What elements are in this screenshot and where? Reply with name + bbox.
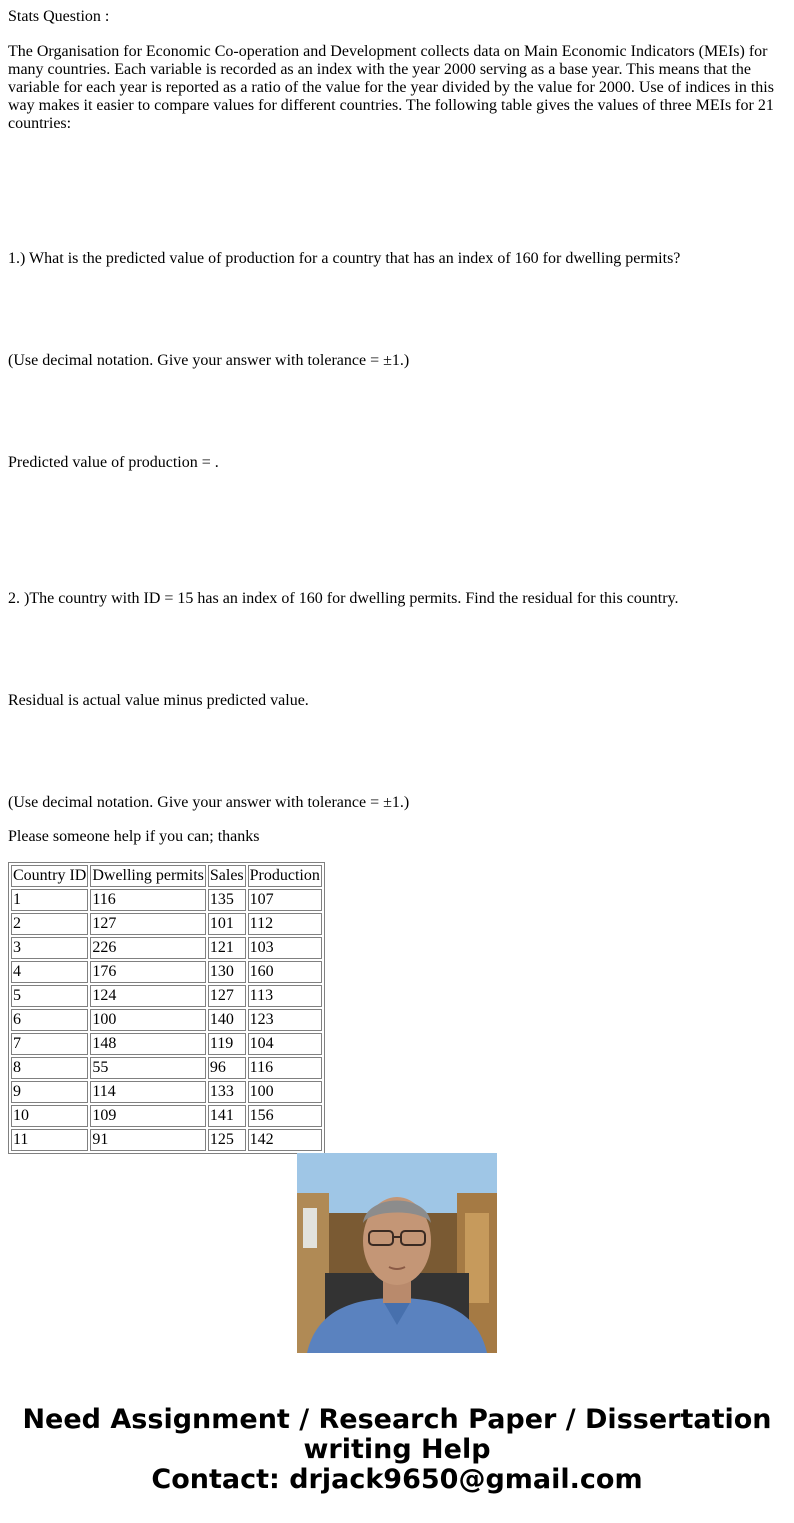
cell-country-id: 3: [11, 937, 88, 959]
promo-banner: [0, 1405, 794, 1495]
author-portrait-image: [297, 1153, 497, 1353]
table-row: [11, 1105, 322, 1127]
question-1-note: (Use decimal notation. Give your answer with tolerance = ±1.): [8, 352, 410, 369]
cell-sales: 140: [208, 1009, 246, 1031]
cell-dwelling-permits: 55: [90, 1057, 206, 1079]
cell-country-id: 5: [11, 985, 88, 1007]
cell-country-id: 8: [11, 1057, 88, 1079]
cell-dwelling-permits: 124: [90, 985, 206, 1007]
cell-sales: 127: [208, 985, 246, 1007]
cell-production: 156: [248, 1105, 322, 1127]
closing-note: Please someone help if you can; thanks: [8, 828, 260, 845]
cell-dwelling-permits: 109: [90, 1105, 206, 1127]
table-row: [11, 913, 322, 935]
question-intro: The Organisation for Economic Co-operation and Development collects data on Main Economic Indicators (MEIs) for many countries. Each variable is recorded as an index with the year 2000 serving as a base year. This means that the variable for each year is reported as a ratio of the value for the year divided by the value for 2000. Use of indices in this way makes it easier to compare values for different countries. The following table gives the values of three MEIs for 21 countries:: [8, 43, 774, 132]
cell-country-id: 1: [11, 889, 88, 911]
cell-dwelling-permits: 91: [90, 1129, 206, 1151]
table-row: [11, 1033, 322, 1055]
residual-definition: Residual is actual value minus predicted value.: [8, 692, 309, 709]
cell-sales: 101: [208, 913, 246, 935]
cell-sales: 141: [208, 1105, 246, 1127]
cell-sales: 119: [208, 1033, 246, 1055]
cell-country-id: 9: [11, 1081, 88, 1103]
table-row: [11, 985, 322, 1007]
cell-country-id: 2: [11, 913, 88, 935]
cell-dwelling-permits: 176: [90, 961, 206, 983]
mei-table-container: [8, 862, 328, 1148]
cell-production: 107: [248, 889, 322, 911]
cell-sales: 130: [208, 961, 246, 983]
table-header-row: [11, 865, 322, 887]
cell-dwelling-permits: 127: [90, 913, 206, 935]
question-2-note: (Use decimal notation. Give your answer with tolerance = ±1.): [8, 794, 410, 811]
mei-table: [8, 862, 325, 1154]
table-row: [11, 961, 322, 983]
cell-dwelling-permits: 148: [90, 1033, 206, 1055]
cell-production: 113: [248, 985, 322, 1007]
table-row: [11, 1081, 322, 1103]
table-row: [11, 889, 322, 911]
cell-production: 103: [248, 937, 322, 959]
cell-production: 112: [248, 913, 322, 935]
question-1: 1.) What is the predicted value of production for a country that has an index of 160 for dwelling permits?: [8, 250, 681, 267]
header-dwelling-permits: Dwelling permits: [90, 865, 206, 887]
cell-dwelling-permits: 116: [90, 889, 206, 911]
question-1-answer: Predicted value of production = .: [8, 454, 219, 471]
table-row: [11, 937, 322, 959]
cell-production: 123: [248, 1009, 322, 1031]
cell-country-id: 11: [11, 1129, 88, 1151]
cell-production: 104: [248, 1033, 322, 1055]
cell-sales: 135: [208, 889, 246, 911]
header-country-id: Country ID: [11, 865, 88, 887]
header-sales: Sales: [208, 865, 246, 887]
question-2: 2. )The country with ID = 15 has an index of 160 for dwelling permits. Find the residual for this country.: [8, 590, 679, 607]
promo-line-2: writing Help: [303, 1434, 491, 1465]
table-row: [11, 1009, 322, 1031]
author-avatar: [297, 1153, 497, 1353]
cell-dwelling-permits: 226: [90, 937, 206, 959]
cell-country-id: 6: [11, 1009, 88, 1031]
promo-line-1: Need Assignment / Research Paper / Dissertation: [22, 1404, 772, 1435]
cell-country-id: 4: [11, 961, 88, 983]
cell-sales: 133: [208, 1081, 246, 1103]
cell-country-id: 10: [11, 1105, 88, 1127]
table-row: [11, 1057, 322, 1079]
cell-production: 116: [248, 1057, 322, 1079]
cell-sales: 96: [208, 1057, 246, 1079]
cell-production: 160: [248, 961, 322, 983]
header-production: Production: [248, 865, 322, 887]
table-row: [11, 1129, 322, 1151]
cell-dwelling-permits: 100: [90, 1009, 206, 1031]
question-heading: Stats Question :: [8, 8, 110, 25]
cell-production: 100: [248, 1081, 322, 1103]
promo-contact: Contact: drjack9650@gmail.com: [151, 1464, 643, 1495]
cell-sales: 125: [208, 1129, 246, 1151]
cell-dwelling-permits: 114: [90, 1081, 206, 1103]
cell-country-id: 7: [11, 1033, 88, 1055]
cell-production: 142: [248, 1129, 322, 1151]
cell-sales: 121: [208, 937, 246, 959]
